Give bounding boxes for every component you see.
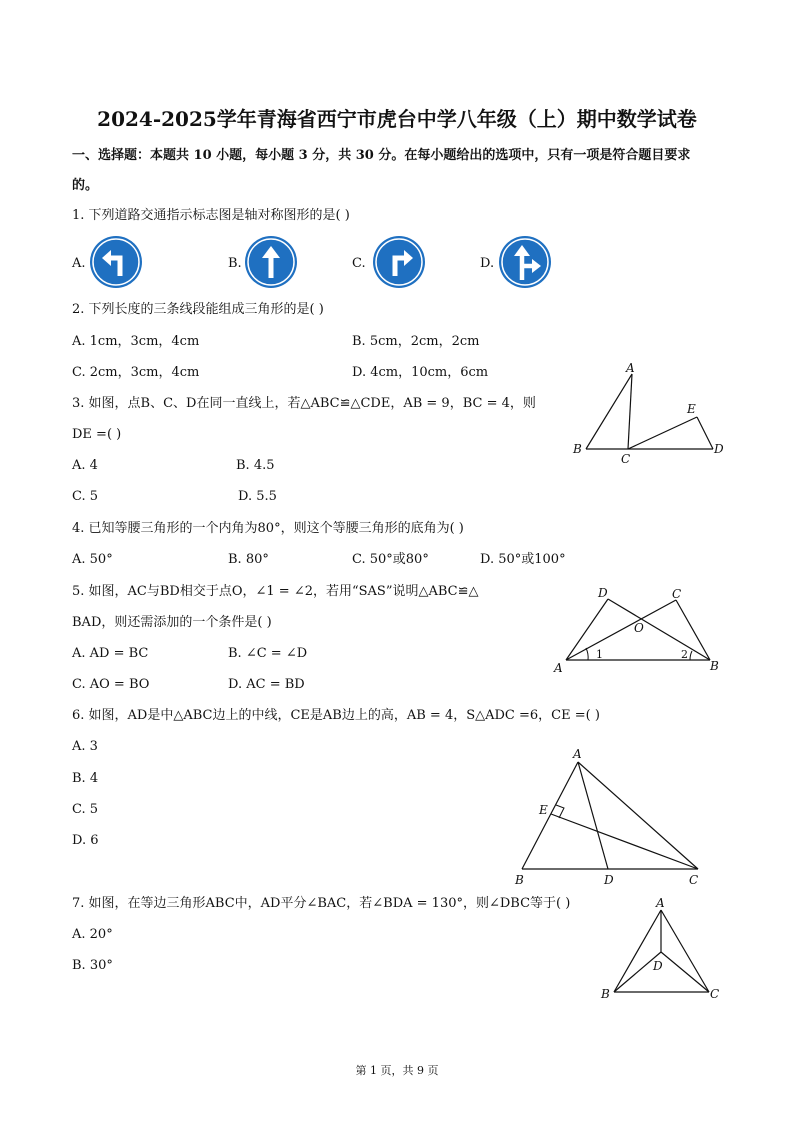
q2-option-a: A. 1cm，3cm，4cm [72,334,200,349]
q3-stem-line2: DE =( ) [72,427,122,442]
q7-figure [598,894,728,1004]
q6-option-a: A. 3 [72,739,98,754]
q5-stem-line1: 5. 如图，AC与BD相交于点O，∠1 = ∠2，若用“SAS”说明△ABC≌△ [72,584,479,599]
q6-option-c: C. 5 [72,802,99,817]
q2-option-d: D. 4cm，10cm，6cm [352,365,489,380]
q4-option-c: C. 50°或80° [352,552,429,567]
q6-label-a: A [573,747,582,761]
q5-label-o: O [634,621,644,635]
q6-stem: 6. 如图，AD是中△ABC边上的中线，CE是AB边上的高，AB = 4，S△ADC =6，CE =( ) [72,708,600,723]
q6-label-b: B [515,873,524,887]
q5-label-angle1: 1 [596,648,603,661]
q5-option-c: C. AO = BO [72,677,150,692]
q3-option-b: B. 4.5 [236,458,275,473]
q5-figure [550,582,730,677]
q3-option-d: D. 5.5 [238,489,277,504]
q5-stem-line2: BAD，则还需添加的一个条件是( ) [72,615,272,630]
q7-option-b: B. 30° [72,958,113,973]
q7-stem: 7. 如图，在等边三角形ABC中，AD平分∠BAC，若∠BDA = 130°，则∠DBC等于( ) [72,896,571,911]
q7-label-d: D [653,959,663,973]
q1-option-b: B. [228,256,242,271]
q4-stem: 4. 已知等腰三角形的一个内角为80°，则这个等腰三角形的底角为( ) [72,521,464,536]
section-header-line2: 的。 [72,178,99,193]
q3-figure [570,358,730,466]
q1-stem: 1. 下列道路交通指示标志图是轴对称图形的是( ) [72,208,350,223]
q3-label-a: A [626,361,635,375]
q6-option-d: D. 6 [72,833,99,848]
page-footer: 第 1 页，共 9 页 [355,1064,439,1077]
turn-left-arrow-sign-icon [90,236,142,288]
q5-option-b: B. ∠C = ∠D [228,646,308,661]
section-header-line1: 一、选择题：本题共 10 小题，每小题 3 分，共 30 分。在每小题给出的选项中，只有一项是符合题目要求 [72,148,691,163]
q4-option-d: D. 50°或100° [480,552,566,567]
q5-label-angle2: 2 [681,648,688,661]
q1-option-d: D. [480,256,495,271]
q5-label-a: A [554,661,563,675]
q3-option-a: A. 4 [72,458,98,473]
q6-figure [505,742,710,890]
turn-right-arrow-sign-icon [373,236,425,288]
q3-option-c: C. 5 [72,489,99,504]
q7-label-c: C [710,987,720,1001]
q5-label-b: B [710,659,719,673]
q6-label-e: E [539,803,548,817]
q3-label-e: E [687,402,696,416]
straight-or-right-arrow-sign-icon [499,236,551,288]
q4-option-b: B. 80° [228,552,269,567]
q3-stem-line1: 3. 如图，点B、C、D在同一直线上，若△ABC≌△CDE，AB = 9，BC = 4，则 [72,396,536,411]
q6-label-d: D [604,873,614,887]
q7-option-a: A. 20° [72,927,113,942]
straight-arrow-sign-icon [245,236,297,288]
q2-option-c: C. 2cm，3cm，4cm [72,365,200,380]
q1-option-c: C. [352,256,366,271]
q6-label-c: C [689,873,699,887]
q2-stem: 2. 下列长度的三条线段能组成三角形的是( ) [72,302,324,317]
q7-label-a: A [656,896,665,910]
q3-label-b: B [573,442,582,456]
q2-option-b: B. 5cm，2cm，2cm [352,334,480,349]
q5-label-d: D [598,586,608,600]
q1-option-a: A. [72,256,86,271]
q5-option-d: D. AC = BD [228,677,305,692]
q5-label-c: C [672,587,682,601]
q7-label-b: B [601,987,610,1001]
q4-option-a: A. 50° [72,552,113,567]
page-title: 2024-2025学年青海省西宁市虎台中学八年级（上）期中数学试卷 [97,107,697,131]
q5-option-a: A. AD = BC [72,646,149,661]
q3-label-c: C [621,452,631,466]
q6-option-b: B. 4 [72,771,99,786]
q3-label-d: D [714,442,724,456]
